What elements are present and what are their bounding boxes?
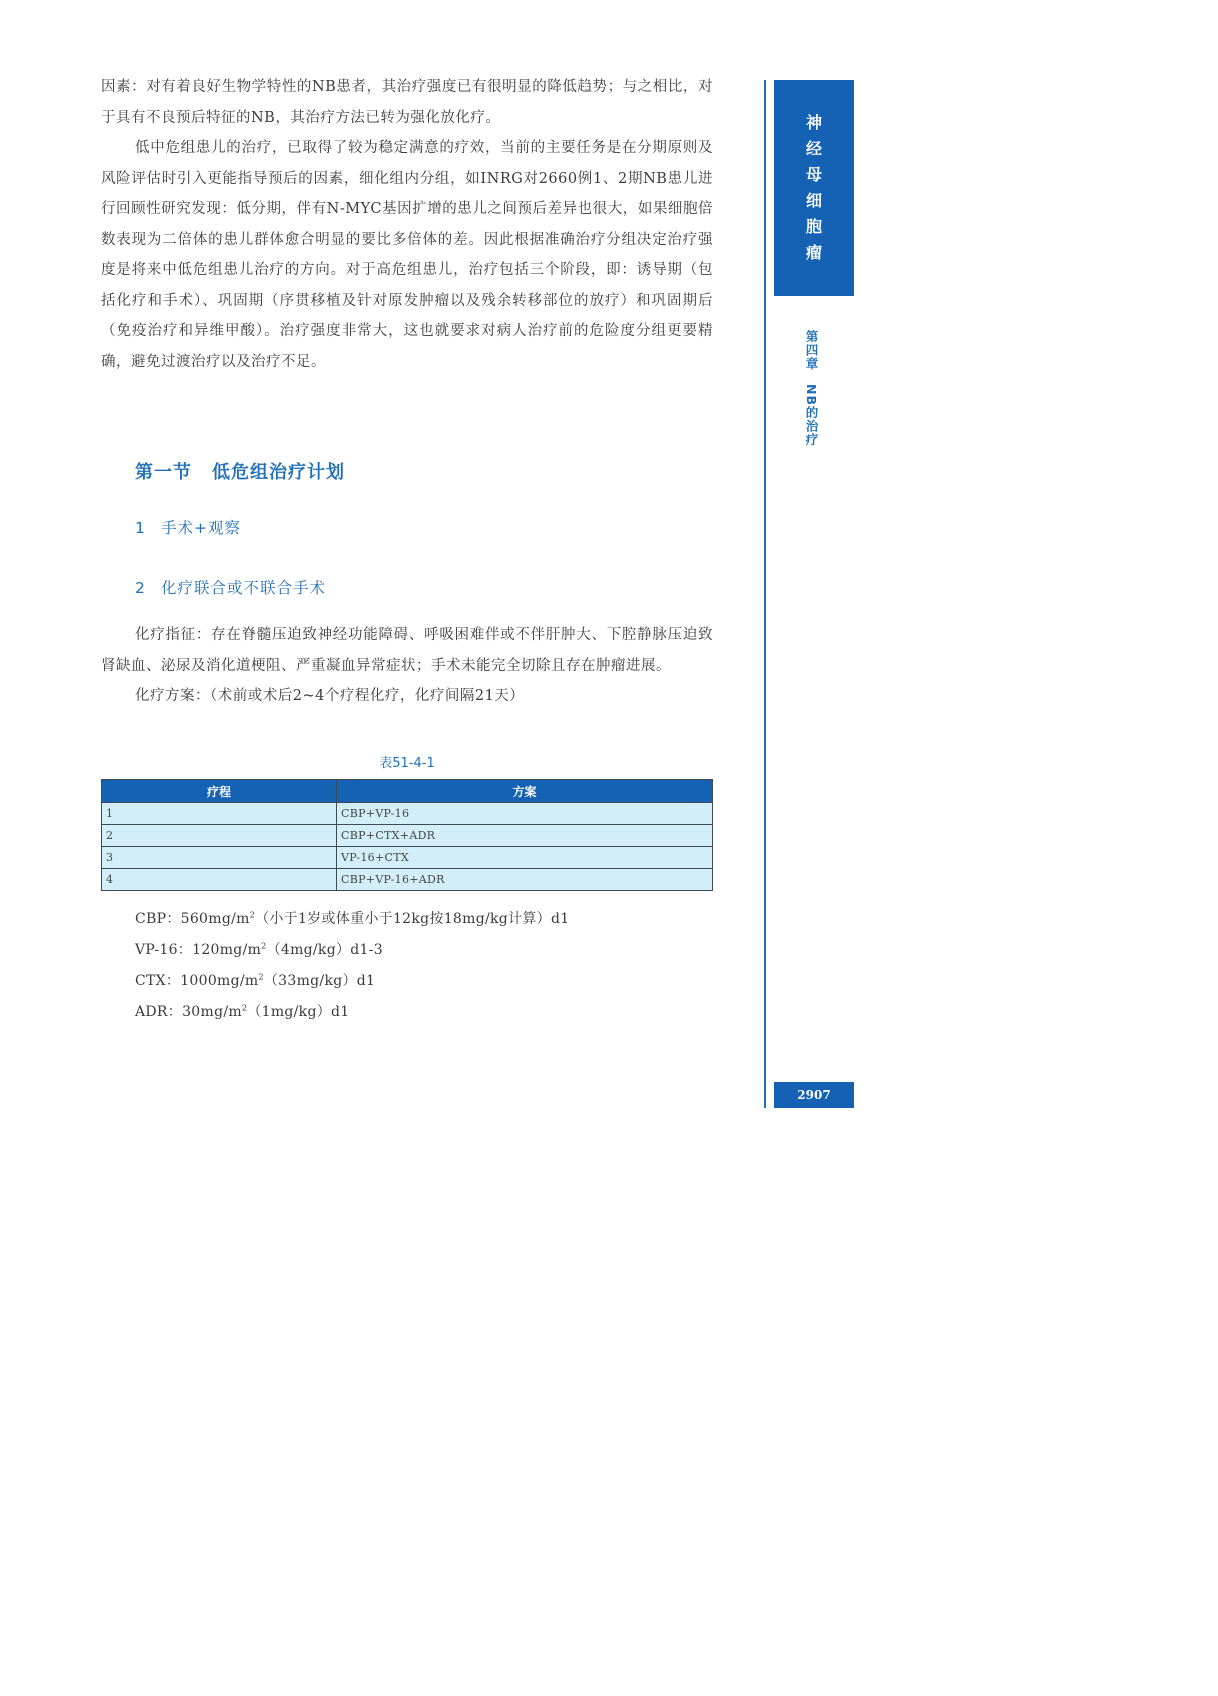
dose-sup: 2 [249,910,256,920]
dose-line [135,970,375,990]
cell-regimen: CBP+VP-16+ADR [337,869,713,891]
table-row [102,825,713,847]
dose-drug: ADR：30mg/m [135,1004,242,1020]
intro-paragraph-2: 低中危组患儿的治疗，已取得了较为稳定满意的疗效，当前的主要任务是在分期原则及风险评估时引入更能指导预后的因素，细化组内分组，如INRG对2660例1、2期NB患儿进行回顾性研究发现：低分期，伴有N-MYC基因扩增的患儿之间预后差异也很大，如果细胞倍数表现为二倍体的患儿群体愈合明显的要比多倍体的差。因此根据准确治疗分组决定治疗强度是将来中低危组患儿治疗的方向。对于高危组患儿，治疗包括三个阶段，即：诱导期（包括化疗和手术）、巩固期（序贯移植及针对原发肿瘤以及残余转移部位的放疗）和巩固期后（免疫治疗和异维甲酸）。治疗强度非常大，这也就要求对病人治疗前的危险度分组更要精确，避免过渡治疗以及治疗不足。 [101,140,713,370]
cell-regimen: VP-16+CTX [337,847,713,869]
cell-regimen: CBP+CTX+ADR [337,825,713,847]
indication-block [101,620,713,712]
dose-line [135,1001,350,1021]
section-number: 第一节 [135,462,192,483]
section-title: 低危组治疗计划 [212,462,345,483]
sidebar-book-title [774,80,854,296]
cell-course: 4 [102,869,337,891]
dose-sup: 2 [261,941,267,951]
section-heading [135,458,345,484]
subsection-heading-1 [135,516,241,538]
dose-detail: （4mg/kg）d1-3 [266,942,383,958]
title-char: 胞 [805,217,822,236]
scheme-text: 化疗方案：（术前或术后2~4个疗程化疗，化疗间隔21天） [135,688,525,704]
cell-course: 3 [102,847,337,869]
cell-regimen: CBP+VP-16 [337,803,713,825]
page-number: 2907 [774,1082,854,1108]
title-char: 母 [805,165,822,184]
chapter-label: 第四章 NB的治疗 [804,330,819,447]
subsection-title: 化疗联合或不联合手术 [161,579,327,597]
dose-drug: CBP：560mg/m [135,911,250,927]
table-header-row [102,780,713,803]
subsection-title: 手术+观察 [161,519,241,537]
table-row [102,803,713,825]
intro-text [101,72,713,377]
dose-drug: CTX：1000mg/m [135,973,259,989]
header-regimen: 方案 [337,780,713,803]
subsection-number: 2 [135,579,146,597]
table-caption: 表51-4-1 [379,756,435,771]
cell-course: 2 [102,825,337,847]
regimen-table [101,779,713,891]
dose-drug: VP-16：120mg/m [135,942,262,958]
title-char: 细 [805,191,822,210]
margin-rule [764,80,766,1108]
subsection-heading-2 [135,576,326,598]
table-row [102,869,713,891]
title-char: 瘤 [805,243,822,262]
table-row [102,847,713,869]
title-char: 经 [805,139,822,158]
dose-line [135,908,569,928]
intro-paragraph-1: 因素：对有着良好生物学特性的NB患者，其治疗强度已有很明显的降低趋势；与之相比，对于具有不良预后特征的NB，其治疗方法已转为强化放化疗。 [101,79,713,126]
dose-detail: （小于1岁或体重小于12kg按18mg/kg计算）d1 [255,911,570,927]
dose-detail: （33mg/kg）d1 [263,973,376,989]
dose-sup: 2 [241,1003,248,1013]
cell-course: 1 [102,803,337,825]
title-char: 神 [805,113,822,132]
indication-text: 化疗指征：存在脊髓压迫致神经功能障碍、呼吸困难伴或不伴肝肿大、下腔静脉压迫致肾缺血、泌尿及消化道梗阻、严重凝血异常症状；手术未能完全切除且存在肿瘤进展。 [101,627,713,674]
dose-detail: （1mg/kg）d1 [247,1004,350,1020]
dose-line [135,939,383,959]
dose-sup: 2 [258,972,264,982]
subsection-number: 1 [135,519,146,537]
header-course: 疗程 [102,780,337,803]
